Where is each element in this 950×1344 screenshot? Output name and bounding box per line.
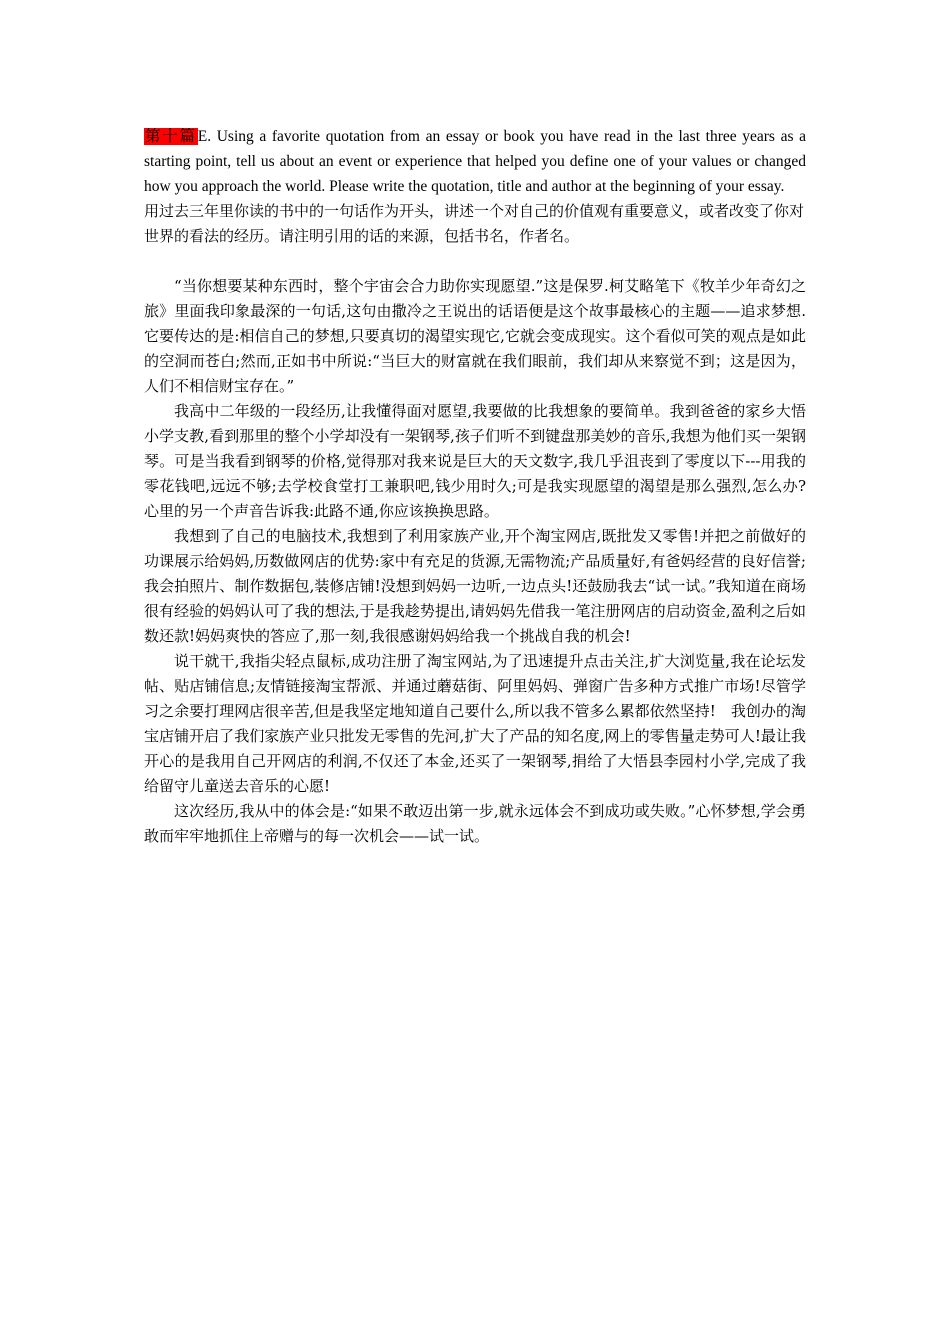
chapter-tag: 第十篇 [145,128,197,145]
paragraph-gap [144,249,806,274]
prompt-chinese: 用过去三年里你读的书中的一句话作为开头，讲述一个对自己的价值观有重要意义，或者改变了你对世界的看法的经历。请注明引用的话的来源，包括书名，作者名。 [144,202,805,245]
prompt-english [144,124,806,199]
document-page [144,124,806,849]
essay-paragraph: 说干就干,我指尖轻点鼠标,成功注册了淘宝网站,为了迅速提升点击关注,扩大浏览量,我在论坛发帖、贴店铺信息;友情链接淘宝帮派、并通过蘑菇街、阿里妈妈、弹窗广告多种方式推广市场!尽管学习之余要打理网店很辛苦,但是我坚定地知道自己要什么,所以我不管多么累都依然坚持! 我创办的淘宝店铺开启了我们家族产业只批发无零售的先河,扩大了产品的知名度,网上的零售量走势可人!最让我开心的是我用自己开网店的利润,不仅还了本金,还买了一架钢琴,捐给了大悟县李园村小学,完成了我给留守儿童送去音乐的心愿! [144,652,806,795]
essay-paragraph: 我高中二年级的一段经历,让我懂得面对愿望,我要做的比我想象的要简单。我到爸爸的家乡大悟小学支教,看到那里的整个小学却没有一架钢琴,孩子们听不到键盘那美妙的音乐,我想为他们买一架钢琴。可是当我看到钢琴的价格,觉得那对我来说是巨大的天文数字,我几乎沮丧到了零度以下---用我的零花钱吧,远远不够;去学校食堂打工兼职吧,钱少用时久;可是我实现愿望的渴望是那么强烈,怎么办?心里的另一个声音告诉我:此路不通,你应该换换思路。 [144,402,806,520]
essay-paragraph: 这次经历,我从中的体会是:“如果不敢迈出第一步,就永远体会不到成功或失败。”心怀梦想,学会勇敢而牢牢地抓住上帝赠与的每一次机会——试一试。 [144,802,806,845]
essay-body [144,274,806,849]
prompt-english-text: E. Using a favorite quotation from an essay or book you have read in the last three years as a starting point, tell us about an event or experience that helped you define one of your values or changed how you approach the world. Please write the quotation, title and author at the beginning of your essay. [144,128,806,195]
essay-paragraph: 我想到了自己的电脑技术,我想到了利用家族产业,开个淘宝网店,既批发又零售!并把之前做好的功课展示给妈妈,历数做网店的优势:家中有充足的货源,无需物流;产品质量好,有爸妈经营的良好信誉;我会拍照片、制作数据包,装修店铺!没想到妈妈一边听,一边点头!还鼓励我去“试一试。”我知道在商场很有经验的妈妈认可了我的想法,于是我趁势提出,请妈妈先借我一笔注册网店的启动资金,盈利之后如数还款!妈妈爽快的答应了,那一刻,我很感谢妈妈给我一个挑战自我的机会! [144,527,806,645]
essay-paragraph: “当你想要某种东西时，整个宇宙会合力助你实现愿望.”这是保罗.柯艾略笔下《牧羊少年奇幻之旅》里面我印象最深的一句话,这句由撒冷之王说出的话语便是这个故事最核心的主题——追求梦想.它要传达的是:相信自己的梦想,只要真切的渴望实现它,它就会变成现实。这个看似可笑的观点是如此的空洞而苍白;然而,正如书中所说:“当巨大的财富就在我们眼前，我们却从来察觉不到；这是因为，人们不相信财宝存在。” [144,277,806,395]
